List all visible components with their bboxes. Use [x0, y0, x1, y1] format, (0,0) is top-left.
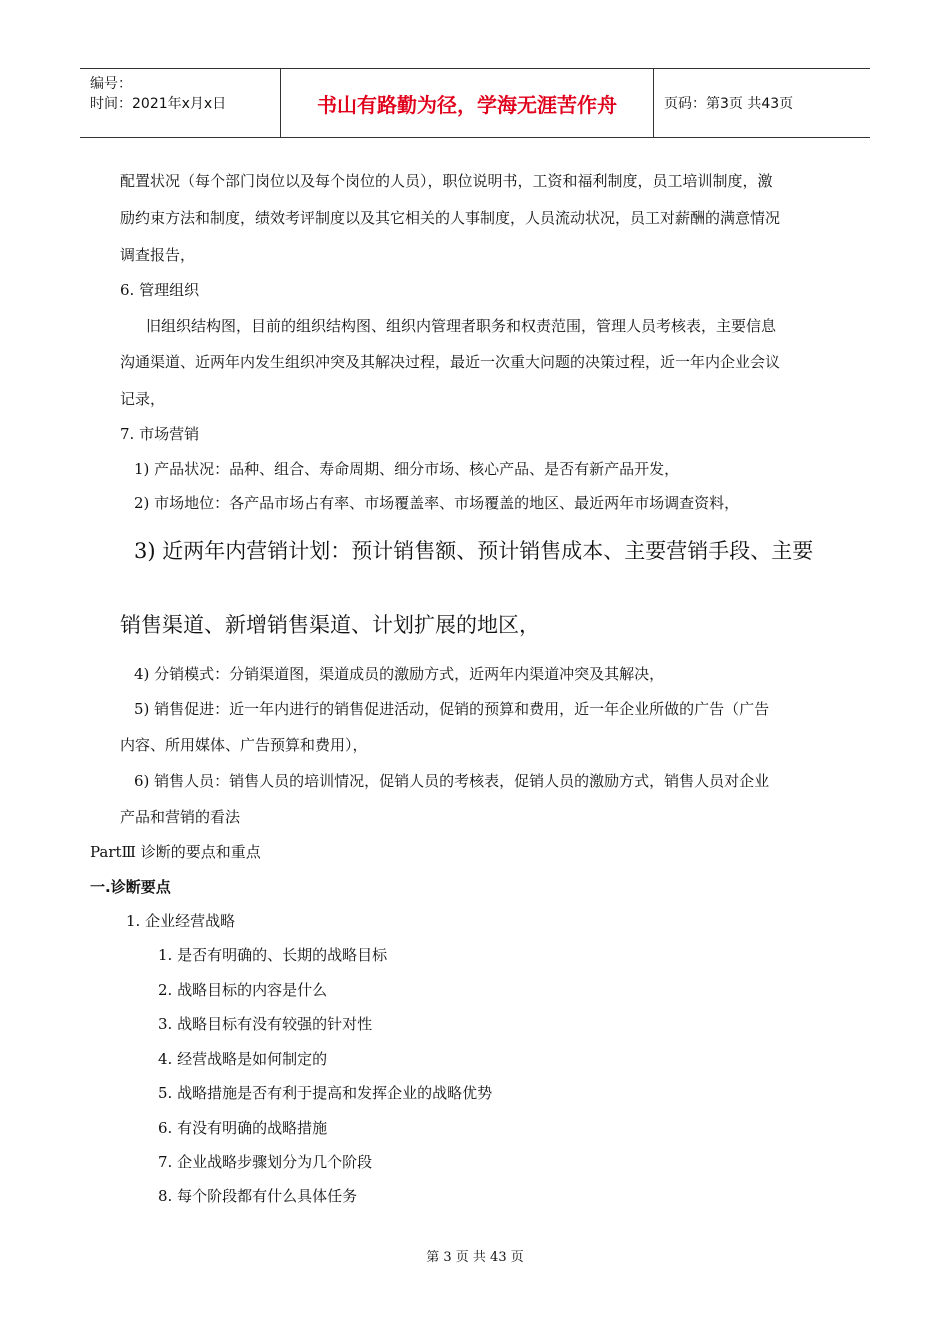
list-item: 3. 战略目标有没有较强的针对性 — [158, 1015, 373, 1033]
list-item: 4. 经营战略是如何制定的 — [158, 1050, 328, 1068]
text-line: 记录， — [120, 390, 166, 408]
page-footer: 第 3 页 共 43 页 — [426, 1250, 524, 1265]
header-meta-cell — [80, 69, 281, 137]
list-item: 2. 战略目标的内容是什么 — [158, 981, 328, 999]
text-line: 沟通渠道、近两年内发生组织冲突及其解决过程，最近一次重大问题的决策过程，近一年内企业会议 — [120, 353, 781, 371]
list-item: 5) 销售促进：近一年内进行的销售促进活动，促销的预算和费用，近一年企业所做的广告（广告 — [134, 700, 770, 718]
text-line: 励约束方法和制度，绩效考评制度以及其它相关的人事制度，人员流动状况，员工对薪酬的满意情况 — [120, 209, 781, 227]
text-line: 配置状况（每个部门岗位以及每个岗位的人员），职位说明书，工资和福利制度，员工培训制度，激 — [120, 172, 773, 190]
part-heading: PartⅢ 诊断的要点和重点 — [90, 843, 261, 861]
text-line-large: 销售渠道、新增销售渠道、计划扩展的地区， — [120, 613, 540, 637]
list-item: 7. 企业战略步骤划分为几个阶段 — [158, 1153, 373, 1171]
text-line: 内容、所用媒体、广告预算和费用）， — [120, 736, 368, 754]
list-item: 6) 销售人员：销售人员的培训情况，促销人员的考核表，促销人员的激励方式，销售人员对企业 — [134, 772, 770, 790]
list-item: 6. 有没有明确的战略措施 — [158, 1119, 328, 1137]
text-line: 产品和营销的看法 — [120, 808, 241, 826]
list-item: 1) 产品状况：品种、组合、寿命周期、细分市场、核心产品、是否有新产品开发， — [134, 460, 680, 478]
section-heading: 6. 管理组织 — [120, 281, 200, 299]
document-header — [80, 68, 870, 138]
subsection-heading: 1. 企业经营战略 — [126, 912, 236, 930]
list-item: 4) 分销模式：分销渠道图，渠道成员的激励方式，近两年内渠道冲突及其解决， — [134, 665, 665, 683]
time-label: 时间：2021年x月x日 — [90, 96, 227, 112]
list-item: 2) 市场地位：各产品市场占有率、市场覆盖率、市场覆盖的地区、最近两年市场调查资料， — [134, 494, 740, 512]
list-item: 5. 战略措施是否有利于提高和发挥企业的战略优势 — [158, 1084, 493, 1102]
list-item: 8. 每个阶段都有什么具体任务 — [158, 1187, 358, 1205]
section-title: 一.诊断要点 — [90, 878, 171, 896]
page-info: 页码：第3页 共43页 — [664, 96, 794, 112]
text-line: 调查报告， — [120, 246, 196, 264]
number-label: 编号： — [90, 76, 132, 92]
list-item: 1. 是否有明确的、长期的战略目标 — [158, 946, 388, 964]
slogan: 书山有路勤为径，学海无涯苦作舟 — [281, 69, 654, 137]
list-item-large: 3) 近两年内营销计划：预计销售额、预计销售成本、主要营销手段、主要 — [134, 539, 814, 563]
section-heading: 7. 市场营销 — [120, 425, 200, 443]
text-line: 旧组织结构图，目前的组织结构图、组织内管理者职务和权责范围，管理人员考核表，主要信息 — [146, 317, 777, 335]
